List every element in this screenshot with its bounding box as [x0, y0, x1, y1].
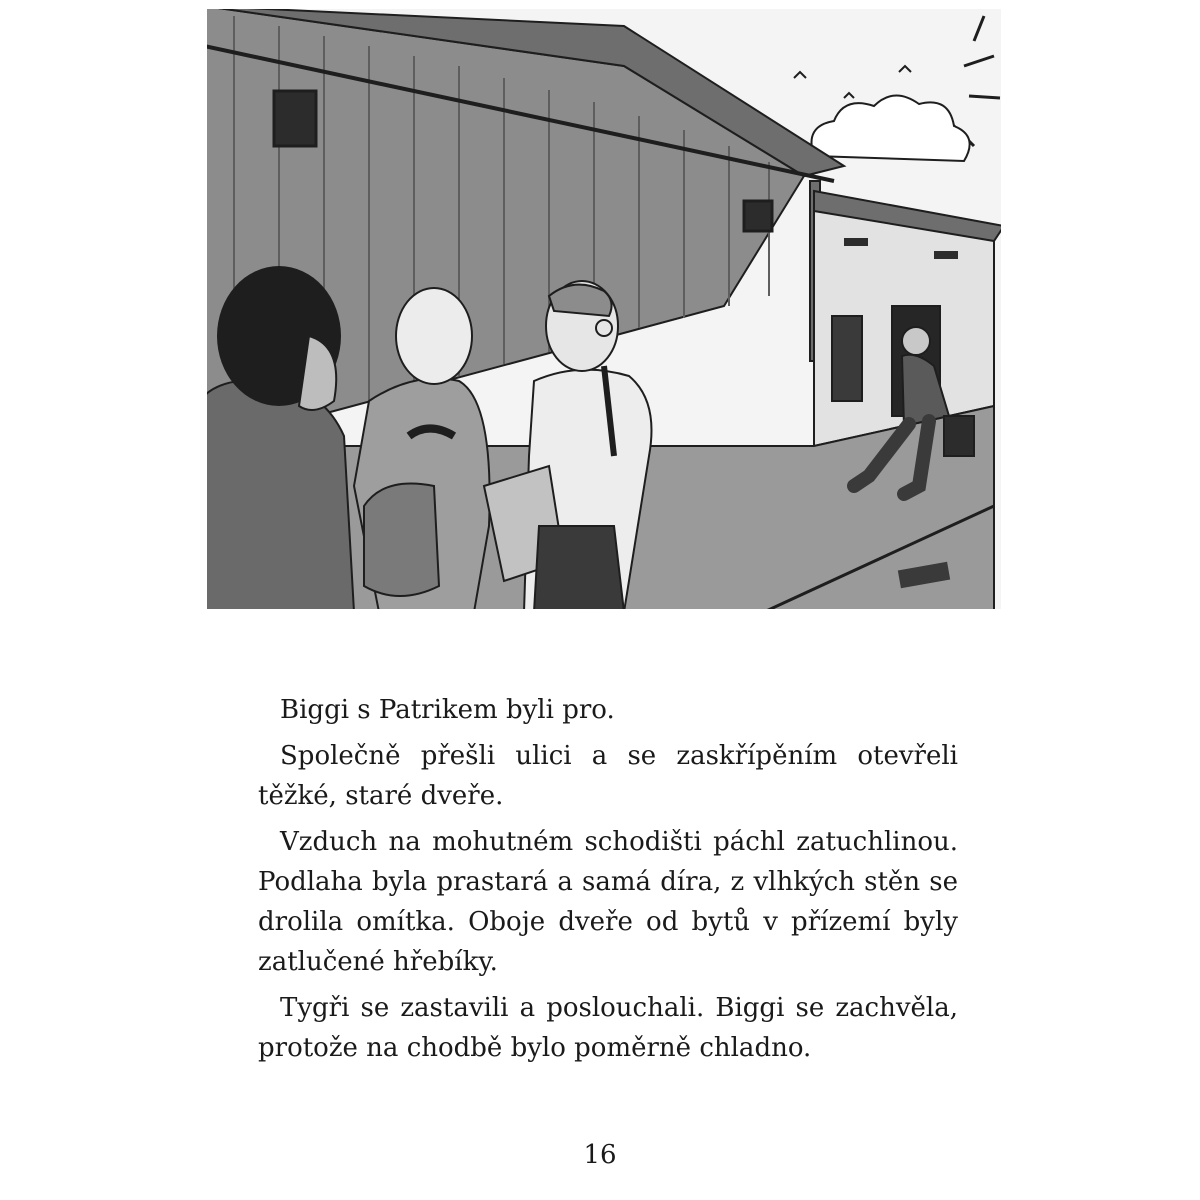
small-window [744, 201, 772, 231]
paragraph: Společně přešli ulici a se zaskřípěním otevřeli těžké, staré dveře. [258, 741, 958, 811]
paragraph: Tygři se zastavili a poslouchali. Biggi se zachvěla, protože na chodbě bylo poměrně chladno. [258, 993, 958, 1063]
vent [844, 238, 868, 246]
street-scene-illustration [204, 6, 1004, 612]
page-number: 16 [583, 1140, 617, 1170]
briefcase [944, 416, 974, 456]
paragraph: Biggi s Patrikem byli pro. [280, 695, 615, 725]
paragraph: Vzduch na mohutném schodišti páchl zatuchlinou. Podlaha byla prastará a samá díra, z vlhkých stěn se drolila omítka. Oboje dveře od bytů v přízemí byly zatlučené hřebíky. [258, 827, 958, 977]
curly-haired-boy [204, 266, 354, 612]
attic-window [274, 91, 316, 146]
tote-bag [364, 484, 439, 597]
trousers [534, 526, 624, 612]
vent [934, 251, 958, 259]
story-text [258, 690, 958, 1068]
illustration-drawing [204, 6, 1004, 612]
house-window [832, 316, 862, 401]
